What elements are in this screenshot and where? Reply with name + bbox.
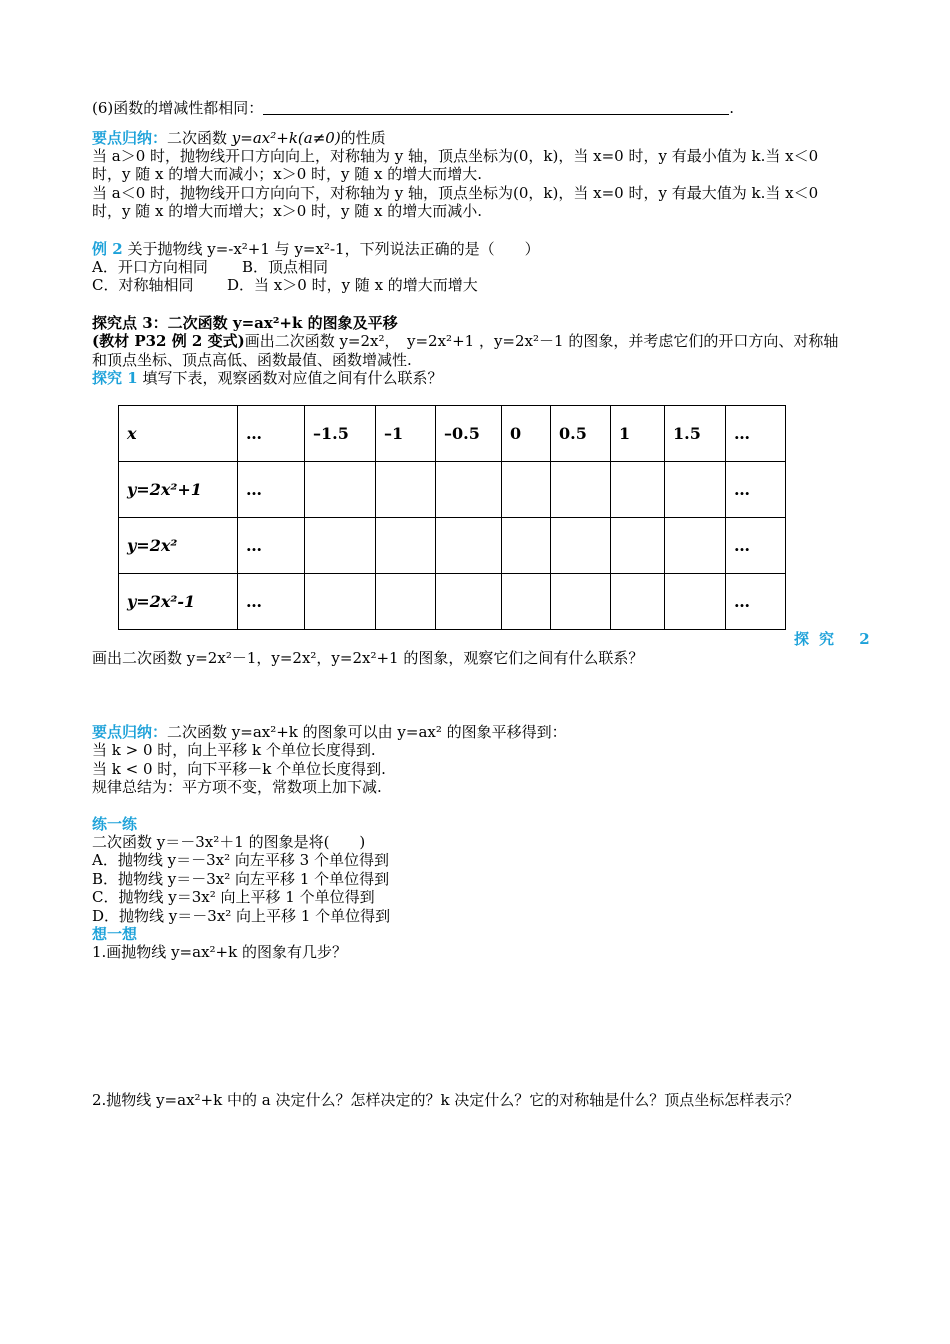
explore1: 探究 1 填写下表，观察函数对应值之间有什么联系？ [92, 369, 443, 387]
header-cell: 0 [502, 406, 551, 462]
table-cell: … [726, 518, 786, 574]
summary2-line2: 当 k > 0 时，向上平移 k 个单位长度得到. [92, 741, 376, 759]
example2-option-c[interactable]: C．对称轴相同 [92, 276, 194, 294]
row-label: y=2x² [119, 518, 238, 574]
table-cell-blank[interactable] [436, 462, 502, 518]
think-label: 想一想 [92, 925, 138, 943]
table-cell-blank[interactable] [376, 462, 436, 518]
practice-label: 练一练 [92, 815, 138, 833]
table-row [119, 574, 786, 630]
table-cell-blank[interactable] [611, 518, 665, 574]
summary1-line4: 时，y 随 x 的增大而增大；x＞0 时，y 随 x 的增大而减小. [92, 202, 483, 220]
point3-source: (教材 P32 例 2 变式) [92, 332, 245, 350]
summary1-line1: 当 a＞0 时，抛物线开口方向向上，对称轴为 y 轴，顶点坐标为(0，k)，当 x=0 时，y 有最小值为 k.当 x＜0 [92, 147, 819, 165]
explore1-label: 探究 1 [92, 369, 138, 387]
header-cell: 1.5 [665, 406, 726, 462]
table-cell: … [238, 462, 305, 518]
header-cell: –0.5 [436, 406, 502, 462]
table-cell: … [238, 518, 305, 574]
summary2-line1: 要点归纳：二次函数 y=ax²+k 的图象可以由 y=ax² 的图象平移得到： [92, 723, 567, 741]
example2-option-d[interactable]: D．当 x＞0 时，y 随 x 的增大而增大 [227, 276, 478, 294]
practice-option-d[interactable]: D．抛物线 y＝－3x² 向上平移 1 个单位得到 [92, 907, 391, 925]
header-cell: –1 [376, 406, 436, 462]
table-cell-blank[interactable] [665, 462, 726, 518]
practice-stem: 二次函数 y＝－3x²＋1 的图象是将( ) [92, 833, 366, 851]
table-cell-blank[interactable] [502, 574, 551, 630]
table-cell-blank[interactable] [436, 574, 502, 630]
explore2-label: 探究 2 [794, 630, 880, 648]
explore2-text: 画出二次函数 y=2x²－1，y=2x²，y=2x²+1 的图象，观察它们之间有什么联系？ [92, 649, 644, 667]
table-cell-blank[interactable] [502, 462, 551, 518]
table-cell: … [726, 574, 786, 630]
table-cell: … [726, 462, 786, 518]
header-cell: … [238, 406, 305, 462]
header-cell: 1 [611, 406, 665, 462]
table-cell-blank[interactable] [551, 518, 611, 574]
table-cell-blank[interactable] [611, 462, 665, 518]
table-cell-blank[interactable] [551, 462, 611, 518]
practice-option-c[interactable]: C．抛物线 y＝3x² 向上平移 1 个单位得到 [92, 888, 375, 906]
point3-task-line2: 和顶点坐标、顶点高低、函数最值、函数增减性. [92, 351, 412, 369]
example2-label: 例 2 [92, 240, 123, 258]
summary1-line3: 当 a＜0 时，抛物线开口方向向下，对称轴为 y 轴，顶点坐标为(0，k)，当 x=0 时，y 有最大值为 k.当 x＜0 [92, 184, 819, 202]
table-cell-blank[interactable] [665, 574, 726, 630]
summary1-label: 要点归纳： [92, 129, 168, 147]
table-cell-blank[interactable] [305, 574, 376, 630]
summary1-line2: 时，y 随 x 的增大而减小；x＞0 时，y 随 x 的增大而增大. [92, 165, 483, 183]
table-cell-blank[interactable] [502, 518, 551, 574]
answer-blank[interactable] [263, 100, 729, 115]
question-6: (6)函数的增减性都相同： . [92, 99, 735, 117]
table-cell-blank[interactable] [611, 574, 665, 630]
table-cell-blank[interactable] [305, 462, 376, 518]
value-table [118, 405, 786, 630]
table-cell-blank[interactable] [305, 518, 376, 574]
table-row [119, 462, 786, 518]
think-question-1: 1.画抛物线 y=ax²+k 的图象有几步？ [92, 943, 347, 961]
table-cell-blank[interactable] [665, 518, 726, 574]
summary1-title: 要点归纳：二次函数 y=ax²+k(a≠0)的性质 [92, 129, 386, 147]
table-cell: … [238, 574, 305, 630]
table-header-row [119, 406, 786, 462]
example2-option-b[interactable]: B．顶点相同 [242, 258, 329, 276]
header-x: x [119, 406, 238, 462]
table-cell-blank[interactable] [376, 574, 436, 630]
think-question-2: 2.抛物线 y=ax²+k 中的 a 决定什么？怎样决定的？k 决定什么？它的对称轴是什么？顶点坐标怎样表示？ [92, 1091, 800, 1109]
header-cell: … [726, 406, 786, 462]
row-label: y=2x²-1 [119, 574, 238, 630]
summary2-label: 要点归纳： [92, 723, 168, 741]
example2-option-a[interactable]: A．开口方向相同 [92, 258, 208, 276]
summary2-line3: 当 k < 0 时，向下平移－k 个单位长度得到. [92, 760, 386, 778]
practice-option-a[interactable]: A．抛物线 y＝－3x² 向左平移 3 个单位得到 [92, 851, 389, 869]
table-cell-blank[interactable] [376, 518, 436, 574]
header-cell: 0.5 [551, 406, 611, 462]
point3-task-line1: (教材 P32 例 2 变式)画出二次函数 y=2x²， y=2x²+1 ，y=2x²－1 的图象，并考虑它们的开口方向、对称轴 [92, 332, 839, 350]
table-cell-blank[interactable] [551, 574, 611, 630]
summary2-line4: 规律总结为：平方项不变，常数项上加下减. [92, 778, 382, 796]
table-cell-blank[interactable] [436, 518, 502, 574]
practice-option-b[interactable]: B．抛物线 y＝－3x² 向左平移 1 个单位得到 [92, 870, 390, 888]
point3-title: 探究点 3：二次函数 y=ax²+k 的图象及平移 [92, 314, 398, 332]
table-row [119, 518, 786, 574]
row-label: y=2x²+1 [119, 462, 238, 518]
example2-stem: 例 2 关于抛物线 y=-x²+1 与 y=x²-1，下列说法正确的是（ ） [92, 240, 540, 258]
header-cell: –1.5 [305, 406, 376, 462]
